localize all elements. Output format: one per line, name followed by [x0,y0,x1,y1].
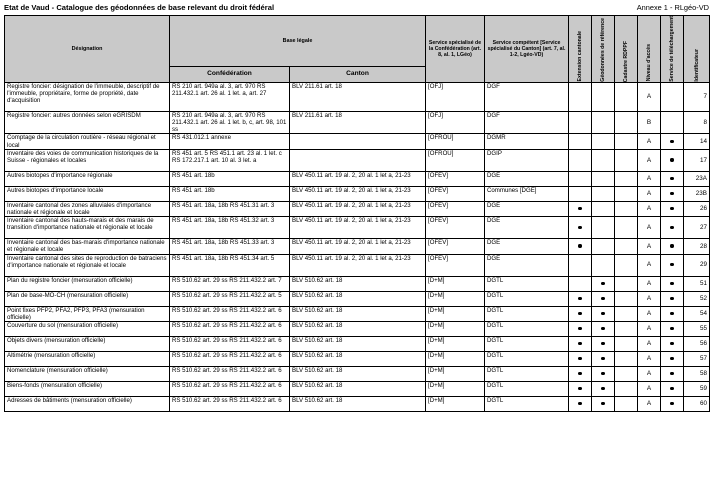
bullet-icon [578,226,581,229]
bullet-icon [601,312,604,315]
canton-cell: BLV 450.11 art. 19 al. 2, 20 al. 1 let a, 21-23 [290,217,426,239]
annex-label: Annexe 1 - RLgéo-VD [636,3,709,12]
designation-cell: Nomenclature (mensuration officielle) [5,366,170,381]
designation-cell: Plan du registre foncier (mensuration officielle) [5,276,170,291]
bullet-icon [578,207,581,210]
designation-cell: Inventaire cantonal des bas-marais d'importance nationale et régionale et locale [5,239,170,254]
service-confederation-cell: [D+M] [426,276,485,291]
service-canton-cell: DGTL [485,366,569,381]
cad-cell [615,276,638,291]
designation-cell: Plan de base-MO-CH (mensuration officielle) [5,291,170,306]
service-canton-cell: Communes [DGE] [485,186,569,201]
geo-cell [592,336,615,351]
ext-cell [569,396,592,411]
identificateur-cell: 26 [684,201,710,216]
service-confederation-cell: [D+M] [426,291,485,306]
telechargement-cell [661,201,684,216]
table-row [5,201,710,216]
confederation-cell: RS 451 art. 18a, 18b RS 451.32 art. 3 [170,217,290,239]
service-canton-cell: DGTL [485,306,569,321]
telechargement-cell [661,321,684,336]
ext-cell [569,217,592,239]
canton-cell: BLV 510.62 art. 18 [290,351,426,366]
identificateur-cell: 23A [684,171,710,186]
confederation-cell: RS 510.62 art. 29 ss RS 211.432.2 art. 6 [170,306,290,321]
cad-cell [615,217,638,239]
confederation-cell: RS 210 art. 949a al. 3, art. 970 RS 211.432.1 art. 26 al. 1 let. b, c, art. 98, 101 ss [170,111,290,134]
geo-cell [592,366,615,381]
telechargement-cell [661,111,684,134]
confederation-cell: RS 510.62 art. 29 ss RS 211.432.2 art. 6 [170,366,290,381]
table-row [5,82,710,111]
identificateur-cell: 27 [684,217,710,239]
telechargement-cell [661,254,684,276]
niveau-cell: A [638,276,661,291]
confederation-cell: RS 451 art. 18b [170,186,290,201]
confederation-cell: RS 451 art. 18a, 18b RS 451.33 art. 3 [170,239,290,254]
designation-cell: Altimétrie (mensuration officielle) [5,351,170,366]
service-canton-cell: DGE [485,239,569,254]
geo-cell [592,201,615,216]
service-confederation-cell: [D+M] [426,366,485,381]
header-cadastre: Cadastre RDPPF [615,16,638,83]
bullet-icon [670,297,673,300]
geo-cell [592,276,615,291]
canton-cell: BLV 450.11 art. 19 al. 2, 20 al. 1 let a, 21-23 [290,171,426,186]
canton-cell: BLV 450.11 art. 19 al. 2, 20 al. 1 let a, 21-23 [290,239,426,254]
identificateur-cell: 60 [684,396,710,411]
table-row [5,336,710,351]
table-row [5,254,710,276]
geo-cell [592,171,615,186]
service-confederation-cell: [OFROU] [426,149,485,171]
designation-cell: Registre foncier: autres données selon eGRISDM [5,111,170,134]
bullet-icon [670,342,673,345]
ext-cell [569,291,592,306]
service-canton-cell: DGE [485,171,569,186]
telechargement-cell [661,336,684,351]
canton-cell: BLV 510.62 art. 18 [290,306,426,321]
document-title: Etat de Vaud - Catalogue des géodonnées de base relevant du droit fédéral [4,3,275,12]
bullet-icon [670,140,673,143]
ext-cell [569,134,592,149]
canton-cell: BLV 211.61 art. 18 [290,82,426,111]
designation-cell: Autres biotopes d'importance régionale [5,171,170,186]
confederation-cell: RS 510.62 art. 29 ss RS 211.432.2 art. 5 [170,291,290,306]
telechargement-cell [661,381,684,396]
table-row [5,366,710,381]
designation-cell: Inventaire cantonal des hauts-marais et des marais de transition d'importance nationale et régionale et locale [5,217,170,239]
bullet-icon [578,297,581,300]
telechargement-cell [661,396,684,411]
confederation-cell: RS 510.62 art. 29 ss RS 211.432.2 art. 6 [170,396,290,411]
bullet-icon [578,387,581,390]
service-canton-cell: DGTL [485,321,569,336]
canton-cell: BLV 450.11 art. 19 al. 2, 20 al. 1 let a, 21-23 [290,254,426,276]
niveau-cell: A [638,171,661,186]
ext-cell [569,381,592,396]
service-confederation-cell: [D+M] [426,396,485,411]
service-canton-cell: DGMR [485,134,569,149]
niveau-cell: A [638,149,661,171]
bullet-icon [601,387,604,390]
telechargement-cell [661,366,684,381]
table-row [5,186,710,201]
service-confederation-cell: [OFEV] [426,186,485,201]
bullet-icon [670,263,673,266]
ext-cell [569,149,592,171]
telechargement-cell [661,306,684,321]
table-row [5,217,710,239]
table-row [5,381,710,396]
ext-cell [569,201,592,216]
identificateur-cell: 14 [684,134,710,149]
identificateur-cell: 17 [684,149,710,171]
cad-cell [615,82,638,111]
designation-cell: Objets divers (mensuration officielle) [5,336,170,351]
bullet-icon [601,357,604,360]
table-row [5,171,710,186]
identificateur-cell: 55 [684,321,710,336]
canton-cell: BLV 510.62 art. 18 [290,276,426,291]
service-confederation-cell: [D+M] [426,306,485,321]
bullet-icon [670,387,673,390]
canton-cell: BLV 510.62 art. 18 [290,336,426,351]
confederation-cell: RS 510.62 art. 29 ss RS 211.432.2 art. 6 [170,381,290,396]
bullet-icon [578,342,581,345]
service-canton-cell: DGTL [485,291,569,306]
ext-cell [569,351,592,366]
niveau-cell: B [638,111,661,134]
canton-cell: BLV 510.62 art. 18 [290,291,426,306]
designation-cell: Inventaire cantonal des zones alluviales d'importance nationale et régionale et locale [5,201,170,216]
bullet-icon [670,207,673,210]
telechargement-cell [661,239,684,254]
cad-cell [615,111,638,134]
service-canton-cell: DGE [485,217,569,239]
designation-cell: Adresses de bâtiments (mensuration officielle) [5,396,170,411]
table-row [5,239,710,254]
canton-cell: BLV 211.61 art. 18 [290,111,426,134]
service-confederation-cell: [D+M] [426,381,485,396]
table-row [5,306,710,321]
designation-cell: Inventaire des voies de communication historiques de la Suisse - régionales et locales [5,149,170,171]
bullet-icon [601,342,604,345]
service-canton-cell: DGF [485,111,569,134]
ext-cell [569,306,592,321]
geo-cell [592,254,615,276]
ext-cell [569,186,592,201]
confederation-cell: RS 510.62 art. 29 ss RS 211.432.2 art. 6 [170,351,290,366]
header-canton: Canton [290,67,426,83]
designation-cell: Comptage de la circulation routière - réseau régional et local [5,134,170,149]
bullet-icon [578,327,581,330]
table-row [5,111,710,134]
niveau-cell: A [638,396,661,411]
header-designation: Désignation [5,16,170,83]
cad-cell [615,201,638,216]
bullet-icon [670,312,673,315]
cad-cell [615,239,638,254]
confederation-cell: RS 451 art. 18b [170,171,290,186]
service-canton-cell: DGE [485,201,569,216]
canton-cell [290,134,426,149]
bullet-icon [578,357,581,360]
bullet-icon [670,402,673,405]
niveau-cell: A [638,254,661,276]
bullet-icon [601,372,604,375]
service-canton-cell: DGTL [485,351,569,366]
bullet-icon [578,402,581,405]
cad-cell [615,134,638,149]
telechargement-cell [661,186,684,201]
cad-cell [615,336,638,351]
geo-cell [592,111,615,134]
table-row [5,351,710,366]
service-confederation-cell: [OFEV] [426,254,485,276]
designation-cell: Point fixes PFP2, PFA2, PFP3, PFA3 (mensuration officielle) [5,306,170,321]
niveau-cell: A [638,201,661,216]
telechargement-cell [661,276,684,291]
cad-cell [615,396,638,411]
identificateur-cell: 7 [684,82,710,111]
cad-cell [615,171,638,186]
cad-cell [615,254,638,276]
identificateur-cell: 56 [684,336,710,351]
identificateur-cell: 29 [684,254,710,276]
bullet-icon [670,177,673,180]
service-confederation-cell: [OFEV] [426,201,485,216]
cad-cell [615,149,638,171]
geo-cell [592,381,615,396]
geo-cell [592,321,615,336]
bullet-icon [670,372,673,375]
ext-cell [569,276,592,291]
ext-cell [569,366,592,381]
service-confederation-cell: [D+M] [426,336,485,351]
bullet-icon [670,226,673,229]
service-confederation-cell: [OFEV] [426,217,485,239]
table-row [5,276,710,291]
identificateur-cell: 54 [684,306,710,321]
geo-cell [592,134,615,149]
table-row [5,134,710,149]
service-canton-cell: DGTL [485,276,569,291]
cad-cell [615,291,638,306]
geo-cell [592,239,615,254]
canton-cell: BLV 450.11 art. 19 al. 2, 20 al. 1 let a, 21-23 [290,186,426,201]
bullet-icon [578,372,581,375]
ext-cell [569,171,592,186]
header-service-confederation: Service spécialisé de la Confédération (art. 8, al. 1, LGéo) [426,16,485,83]
service-canton-cell: DGTL [485,396,569,411]
header-niveau: Niveau d'accès [638,16,661,83]
telechargement-cell [661,291,684,306]
service-canton-cell: DGIP [485,149,569,171]
designation-cell: Biens-fonds (mensuration officielle) [5,381,170,396]
ext-cell [569,336,592,351]
service-confederation-cell: [OFJ] [426,82,485,111]
telechargement-cell [661,351,684,366]
bullet-icon [601,402,604,405]
ext-cell [569,111,592,134]
header-confederation: Confédération [170,67,290,83]
geo-cell [592,396,615,411]
niveau-cell: A [638,186,661,201]
cad-cell [615,381,638,396]
table-row [5,149,710,171]
header-identificateur: Identificateur [684,16,710,83]
geo-cell [592,217,615,239]
table-body [5,82,710,411]
geo-cell [592,306,615,321]
canton-cell: BLV 510.62 art. 18 [290,396,426,411]
confederation-cell: RS 510.62 art. 29 ss RS 211.432.2 art. 7 [170,276,290,291]
cad-cell [615,186,638,201]
confederation-cell: RS 510.62 art. 29 ss RS 211.432.2 art. 6 [170,336,290,351]
table-row [5,291,710,306]
geo-cell [592,291,615,306]
designation-cell: Inventaire cantonal des sites de reproduction de batraciens d'importance nationale et régionale et locale [5,254,170,276]
canton-cell: BLV 510.62 art. 18 [290,366,426,381]
confederation-cell: RS 451 art. 18a, 18b RS 451.34 art. 5 [170,254,290,276]
geo-cell [592,82,615,111]
bullet-icon [670,357,673,360]
service-confederation-cell: [OFROU] [426,134,485,149]
niveau-cell: A [638,134,661,149]
telechargement-cell [661,82,684,111]
identificateur-cell: 51 [684,276,710,291]
niveau-cell: A [638,381,661,396]
bullet-icon [601,282,604,285]
bullet-icon [670,282,673,285]
bullet-icon [670,158,673,161]
identificateur-cell: 58 [684,366,710,381]
confederation-cell: RS 210 art. 949a al. 3, art. 970 RS 211.432.1 art. 26 al. 1 let. a, art. 27 [170,82,290,111]
telechargement-cell [661,217,684,239]
niveau-cell: A [638,306,661,321]
cad-cell [615,366,638,381]
service-canton-cell: DGE [485,254,569,276]
bullet-icon [601,297,604,300]
service-confederation-cell: [OFEV] [426,171,485,186]
designation-cell: Autres biotopes d'importance locale [5,186,170,201]
table-row [5,396,710,411]
confederation-cell: RS 431.012.1 annexe [170,134,290,149]
niveau-cell: A [638,291,661,306]
niveau-cell: A [638,239,661,254]
cad-cell [615,306,638,321]
cad-cell [615,351,638,366]
designation-cell: Registre foncier: désignation de l'immeuble, descriptif de l'immeuble, propriétaire, forme de propriété, date d'acquisition [5,82,170,111]
header-extension: Extension cantonale [569,16,592,83]
bullet-icon [578,312,581,315]
header-geodonnees: Géodonnées de référence [592,16,615,83]
service-confederation-cell: [D+M] [426,321,485,336]
identificateur-cell: 8 [684,111,710,134]
telechargement-cell [661,171,684,186]
geo-cell [592,351,615,366]
cad-cell [615,321,638,336]
service-confederation-cell: [D+M] [426,351,485,366]
geo-cell [592,186,615,201]
header-base-legale: Base légale [170,16,426,67]
canton-cell: BLV 510.62 art. 18 [290,321,426,336]
bullet-icon [670,327,673,330]
canton-cell: BLV 510.62 art. 18 [290,381,426,396]
identificateur-cell: 57 [684,351,710,366]
telechargement-cell [661,134,684,149]
document-header [4,3,709,15]
designation-cell: Couverture du sol (mensuration officielle) [5,321,170,336]
geo-cell [592,149,615,171]
geodata-catalogue-table [4,15,710,412]
service-confederation-cell: [OFJ] [426,111,485,134]
bullet-icon [601,327,604,330]
service-canton-cell: DGTL [485,381,569,396]
identificateur-cell: 59 [684,381,710,396]
confederation-cell: RS 510.62 art. 29 ss RS 211.432.2 art. 6 [170,321,290,336]
confederation-cell: RS 451 art. 5 RS 451.1 art. 23 al. 1 let. c RS 172.217.1 art. 10 al. 3 let. a [170,149,290,171]
ext-cell [569,321,592,336]
canton-cell: BLV 450.11 art. 19 al. 2, 20 al. 1 let a, 21-23 [290,201,426,216]
table-row [5,321,710,336]
niveau-cell: A [638,366,661,381]
niveau-cell: A [638,217,661,239]
niveau-cell: A [638,351,661,366]
bullet-icon [578,244,581,247]
confederation-cell: RS 451 art. 18a, 18b RS 451.31 art. 3 [170,201,290,216]
identificateur-cell: 23B [684,186,710,201]
service-canton-cell: DGTL [485,336,569,351]
header-telechargement: Service de téléchargement [661,16,684,83]
service-canton-cell: DGF [485,82,569,111]
niveau-cell: A [638,321,661,336]
bullet-icon [670,192,673,195]
canton-cell [290,149,426,171]
ext-cell [569,239,592,254]
ext-cell [569,82,592,111]
telechargement-cell [661,149,684,171]
header-service-canton: Service compétent [Service spécialisé du Canton] (art. 7, al. 1-2, Lgéo-VD) [485,16,569,83]
identificateur-cell: 28 [684,239,710,254]
service-confederation-cell: [OFEV] [426,239,485,254]
bullet-icon [670,244,673,247]
niveau-cell: A [638,82,661,111]
niveau-cell: A [638,336,661,351]
identificateur-cell: 52 [684,291,710,306]
ext-cell [569,254,592,276]
